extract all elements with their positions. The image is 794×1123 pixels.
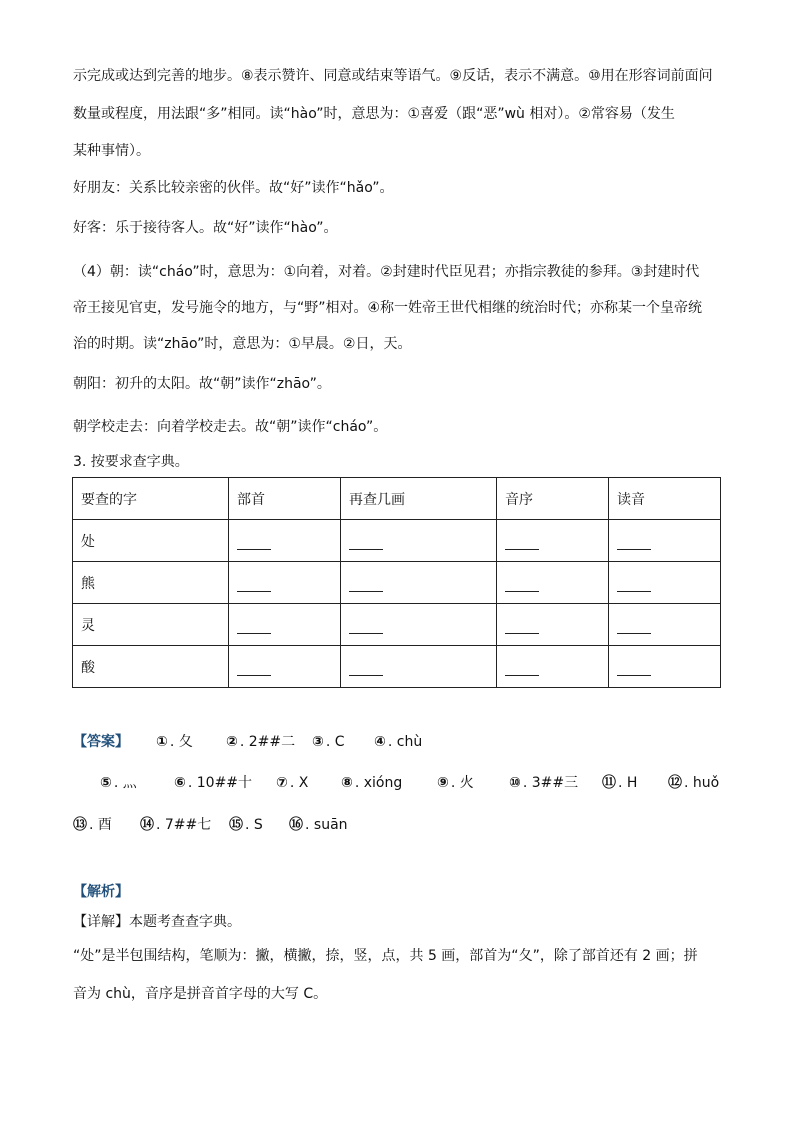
blank-cell xyxy=(341,646,497,688)
blank-cell xyxy=(341,562,497,604)
answer-blank xyxy=(237,577,271,592)
para4-line2: 帝王接见官吏，发号施令的地方，与“野”相对。④称一姓帝王世代相继的统治时代；亦称某一个皇帝统 xyxy=(73,300,703,316)
answer-item xyxy=(174,773,252,793)
answer-blank xyxy=(505,535,539,550)
answer-blank xyxy=(349,661,383,676)
answer-blank xyxy=(617,619,651,634)
analysis-line1: “处”是半包围结构，笔顺为：撇，横撇，捺，竖，点，共 5 画，部首为“夂”，除了部首还有 2 画；拼 xyxy=(73,948,698,964)
answer-blank xyxy=(505,619,539,634)
answer-text: . suān xyxy=(305,817,348,833)
answer-item xyxy=(509,773,578,793)
char-cell: 熊 xyxy=(73,562,229,604)
blank-cell xyxy=(229,520,341,562)
answer-blank xyxy=(237,661,271,676)
answer-blank xyxy=(505,577,539,592)
table-row xyxy=(73,562,721,604)
para1-line3: 某种事情）。 xyxy=(73,143,150,159)
answer-text: . C xyxy=(325,734,345,750)
answer-text: . huǒ xyxy=(684,775,720,791)
answer-label: 【答案】 xyxy=(73,734,129,750)
answer-number: ⑥ xyxy=(174,775,186,791)
header-cell: 再查几画 xyxy=(341,478,497,520)
answer-number: ⑧ xyxy=(341,775,353,791)
answer-item xyxy=(100,773,137,793)
answer-text: . X xyxy=(289,775,309,791)
table-header-row xyxy=(73,478,721,520)
chaoxuexiao-line: 朝学校走去：向着学校走去。故“朝”读作“cháo”。 xyxy=(73,419,388,435)
answer-item xyxy=(374,732,422,752)
answer-number: ③ xyxy=(312,734,324,750)
answer-item xyxy=(73,815,112,835)
answer-blank xyxy=(349,535,383,550)
answer-blank xyxy=(349,619,383,634)
blank-cell xyxy=(341,604,497,646)
answer-number: ⑨ xyxy=(437,775,449,791)
answer-text: . 10##十 xyxy=(187,775,253,791)
blank-cell xyxy=(229,562,341,604)
para1-line2: 数量或程度，用法跟“多”相同。读“hào”时，意思为：①喜爱（跟“恶”wù 相对）。②常容易（发生 xyxy=(73,106,675,122)
answer-item xyxy=(156,732,193,752)
answer-number: ⑪ xyxy=(602,775,616,791)
blank-cell xyxy=(229,604,341,646)
blank-cell xyxy=(341,520,497,562)
answer-number: ② xyxy=(226,734,238,750)
answer-text: . 2##二 xyxy=(239,734,296,750)
haoke-line: 好客：乐于接待客人。故“好”读作“hào”。 xyxy=(73,220,338,236)
answer-item xyxy=(668,773,719,793)
answer-item xyxy=(226,732,295,752)
answer-text: . 火 xyxy=(450,775,474,791)
answer-item xyxy=(276,773,308,793)
para1-line1: 示完成或达到完善的地步。⑧表示赞许、同意或结束等语气。⑨反话，表示不满意。⑩用在形容词前面问 xyxy=(73,68,713,84)
answer-text: . chù xyxy=(387,734,423,750)
header-cell: 部首 xyxy=(229,478,341,520)
table-row xyxy=(73,646,721,688)
answer-text: . 3##三 xyxy=(522,775,579,791)
answer-number: ⑫ xyxy=(668,775,682,791)
dictionary-table xyxy=(72,477,721,688)
answer-item xyxy=(312,732,345,752)
answer-item xyxy=(437,773,474,793)
answer-text: . 夂 xyxy=(169,734,193,750)
answer-item xyxy=(289,815,348,835)
answer-number: ⑮ xyxy=(229,817,243,833)
answer-blank xyxy=(237,535,271,550)
blank-cell xyxy=(497,646,609,688)
haopengyou-line: 好朋友：关系比较亲密的伙伴。故“好”读作“hǎo”。 xyxy=(73,180,394,196)
char-cell: 酸 xyxy=(73,646,229,688)
para4-line3: 治的时期。读“zhāo”时，意思为：①早晨。②日，天。 xyxy=(73,336,412,352)
answer-text: . 7##七 xyxy=(156,817,212,833)
answer-blank xyxy=(617,535,651,550)
question-3: 3. 按要求查字典。 xyxy=(73,454,189,470)
header-cell: 读音 xyxy=(609,478,721,520)
answer-text: . S xyxy=(245,817,263,833)
answer-blank xyxy=(237,619,271,634)
answer-text: . H xyxy=(618,775,638,791)
blank-cell xyxy=(609,646,721,688)
answer-item xyxy=(341,773,402,793)
answer-text: . 酉 xyxy=(89,817,112,833)
table-row xyxy=(73,604,721,646)
blank-cell xyxy=(497,562,609,604)
header-cell: 音序 xyxy=(497,478,609,520)
table-row xyxy=(73,520,721,562)
blank-cell xyxy=(609,604,721,646)
analysis-detail: 【详解】本题考查查字典。 xyxy=(73,914,241,930)
zhaoyang-line: 朝阳：初升的太阳。故“朝”读作“zhāo”。 xyxy=(73,376,331,392)
header-cell: 要查的字 xyxy=(73,478,229,520)
analysis-label: 【解析】 xyxy=(73,884,129,900)
blank-cell xyxy=(609,562,721,604)
answer-number: ⑩ xyxy=(509,775,521,791)
blank-cell xyxy=(609,520,721,562)
answer-number: ⑦ xyxy=(276,775,288,791)
answer-item xyxy=(602,773,637,793)
answer-number: ① xyxy=(156,734,168,750)
para4-line1: （4）朝：读“cháo”时，意思为：①向着，对着。②封建时代臣见君；亦指宗教徒的参拜。③封建时代 xyxy=(73,264,700,280)
answer-number: ⑬ xyxy=(73,817,87,833)
char-cell: 灵 xyxy=(73,604,229,646)
answer-number: ④ xyxy=(374,734,386,750)
analysis-line2: 音为 chù，音序是拼音首字母的大写 C。 xyxy=(73,986,328,1002)
answer-text: . xióng xyxy=(354,775,403,791)
answer-blank xyxy=(505,661,539,676)
blank-cell xyxy=(497,604,609,646)
answer-item xyxy=(229,815,263,835)
answer-blank xyxy=(349,577,383,592)
answer-number: ⑯ xyxy=(289,817,303,833)
blank-cell xyxy=(229,646,341,688)
answer-blank xyxy=(617,661,651,676)
answer-blank xyxy=(617,577,651,592)
answer-number: ⑤ xyxy=(100,775,112,791)
answer-text: . 灬 xyxy=(113,775,137,791)
answer-item xyxy=(140,815,211,835)
blank-cell xyxy=(497,520,609,562)
answer-number: ⑭ xyxy=(140,817,154,833)
char-cell: 处 xyxy=(73,520,229,562)
